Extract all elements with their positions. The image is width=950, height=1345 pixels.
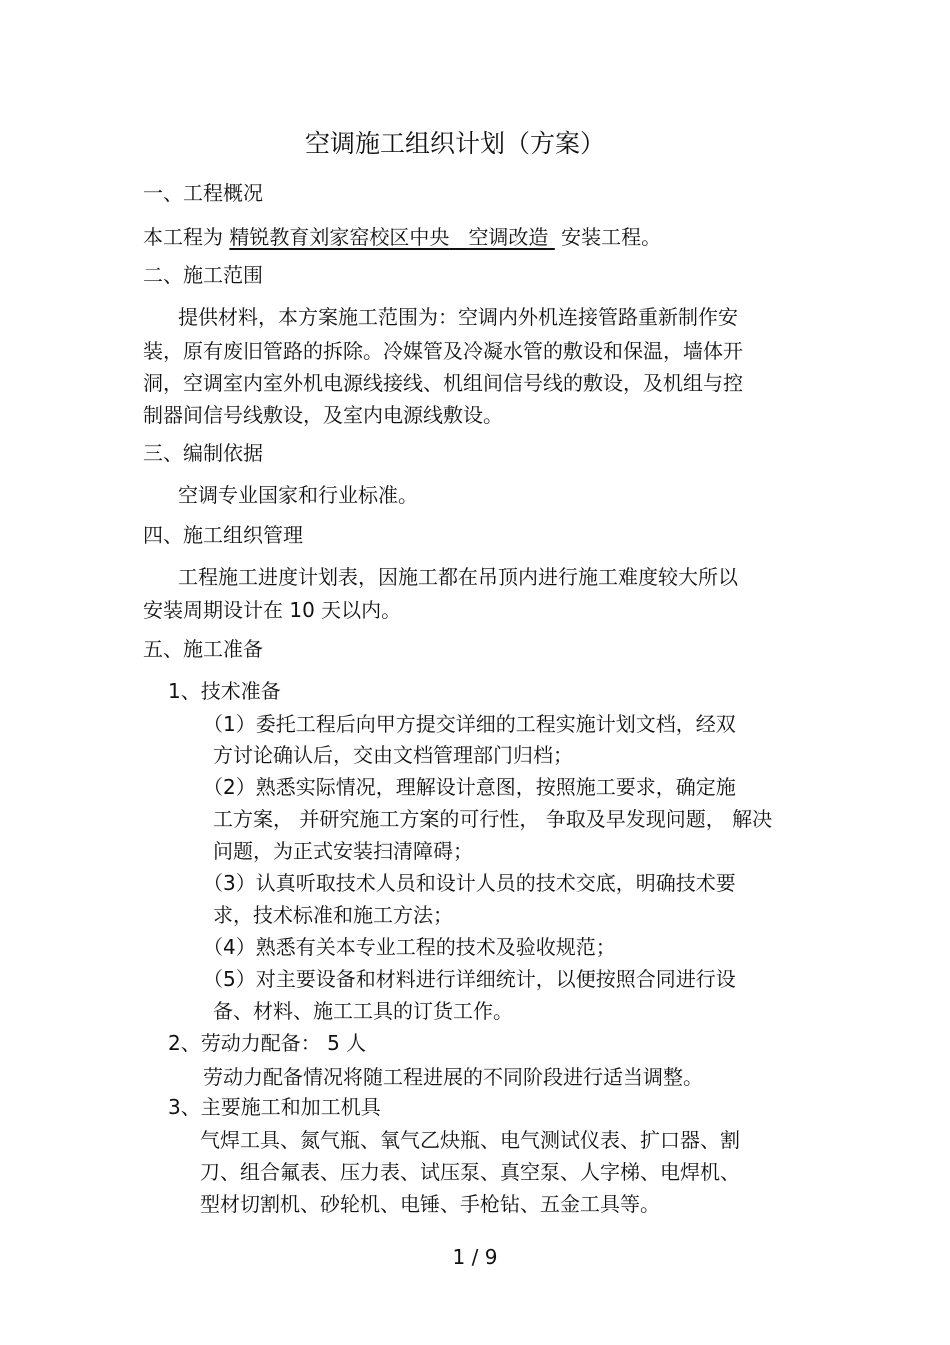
page-number: 1 / 9 bbox=[452, 1245, 498, 1269]
tech-line: （4）熟悉有关本专业工程的技术及验收规范； bbox=[203, 935, 616, 959]
project-statement bbox=[143, 224, 661, 250]
project-gap-end bbox=[548, 225, 554, 249]
scope-line: 装，原有废旧管路的拆除。冷媒管及冷凝水管的敷设和保温，墙体开 bbox=[143, 339, 743, 363]
subheading-tools: 3、主要施工和加工机具 bbox=[168, 1095, 381, 1119]
tools-line: 型材切割机、砂轮机、电锤、手枪钻、五金工具等。 bbox=[200, 1192, 660, 1216]
management-line: 安装周期设计在 10 天以内。 bbox=[143, 598, 402, 622]
project-work: 空调改造 bbox=[468, 225, 549, 249]
basis-line: 空调专业国家和行业标准。 bbox=[178, 483, 418, 507]
section-heading-overview: 一、工程概况 bbox=[143, 181, 263, 205]
project-site: 精锐教育刘家窑校区中央 bbox=[229, 225, 450, 249]
scope-line: 制器间信号线敷设，及室内电源线敷设。 bbox=[143, 403, 503, 427]
document-title: 空调施工组织计划（方案） bbox=[304, 129, 605, 158]
tech-line: （5）对主要设备和材料进行详细统计，以便按照合同进行设 bbox=[203, 967, 736, 991]
tech-line: 求，技术标准和施工方法； bbox=[213, 903, 453, 927]
section-heading-management: 四、施工组织管理 bbox=[143, 523, 303, 547]
tech-line: 方讨论确认后，交由文档管理部门归档； bbox=[213, 743, 573, 767]
tech-line: （2）熟悉实际情况，理解设计意图，按照施工要求，确定施 bbox=[203, 775, 736, 799]
management-line: 工程施工进度计划表，因施工都在吊顶内进行施工难度较大所以 bbox=[178, 565, 738, 589]
labor-line: 劳动力配备情况将随工程进展的不同阶段进行适当调整。 bbox=[203, 1065, 703, 1089]
scope-line: 提供材料，本方案施工范围为：空调内外机连接管路重新制作安 bbox=[178, 305, 738, 329]
statement-suffix: 安装工程。 bbox=[561, 225, 662, 249]
statement-prefix: 本工程为 bbox=[143, 225, 223, 249]
tech-line: 备、材料、施工工具的订货工作。 bbox=[213, 999, 513, 1023]
tech-line: 工方案， 并研究施工方案的可行性， 争取及早发现问题， 解决 bbox=[213, 807, 773, 831]
tools-line: 刀、组合氟表、压力表、试压泵、真空泵、人字梯、电焊机、 bbox=[200, 1160, 740, 1184]
tools-line: 气焊工具、氮气瓶、氧气乙炔瓶、电气测试仪表、扩口器、割 bbox=[200, 1128, 740, 1152]
section-heading-scope: 二、施工范围 bbox=[143, 263, 263, 287]
scope-line: 洞，空调室内室外机电源线接线、机组间信号线的敷设，及机组与控 bbox=[143, 371, 743, 395]
section-heading-basis: 三、编制依据 bbox=[143, 441, 263, 465]
tech-line: （1）委托工程后向甲方提交详细的工程实施计划文档，经双 bbox=[203, 712, 736, 736]
section-heading-preparation: 五、施工准备 bbox=[143, 637, 263, 661]
tech-line: 问题，为正式安装扫清障碍； bbox=[213, 839, 473, 863]
tech-line: （3）认真听取技术人员和设计人员的技术交底，明确技术要 bbox=[203, 871, 736, 895]
subheading-tech: 1、技术准备 bbox=[168, 679, 281, 703]
subheading-labor: 2、劳动力配备： 5 人 bbox=[168, 1031, 367, 1055]
project-gap bbox=[449, 225, 468, 249]
